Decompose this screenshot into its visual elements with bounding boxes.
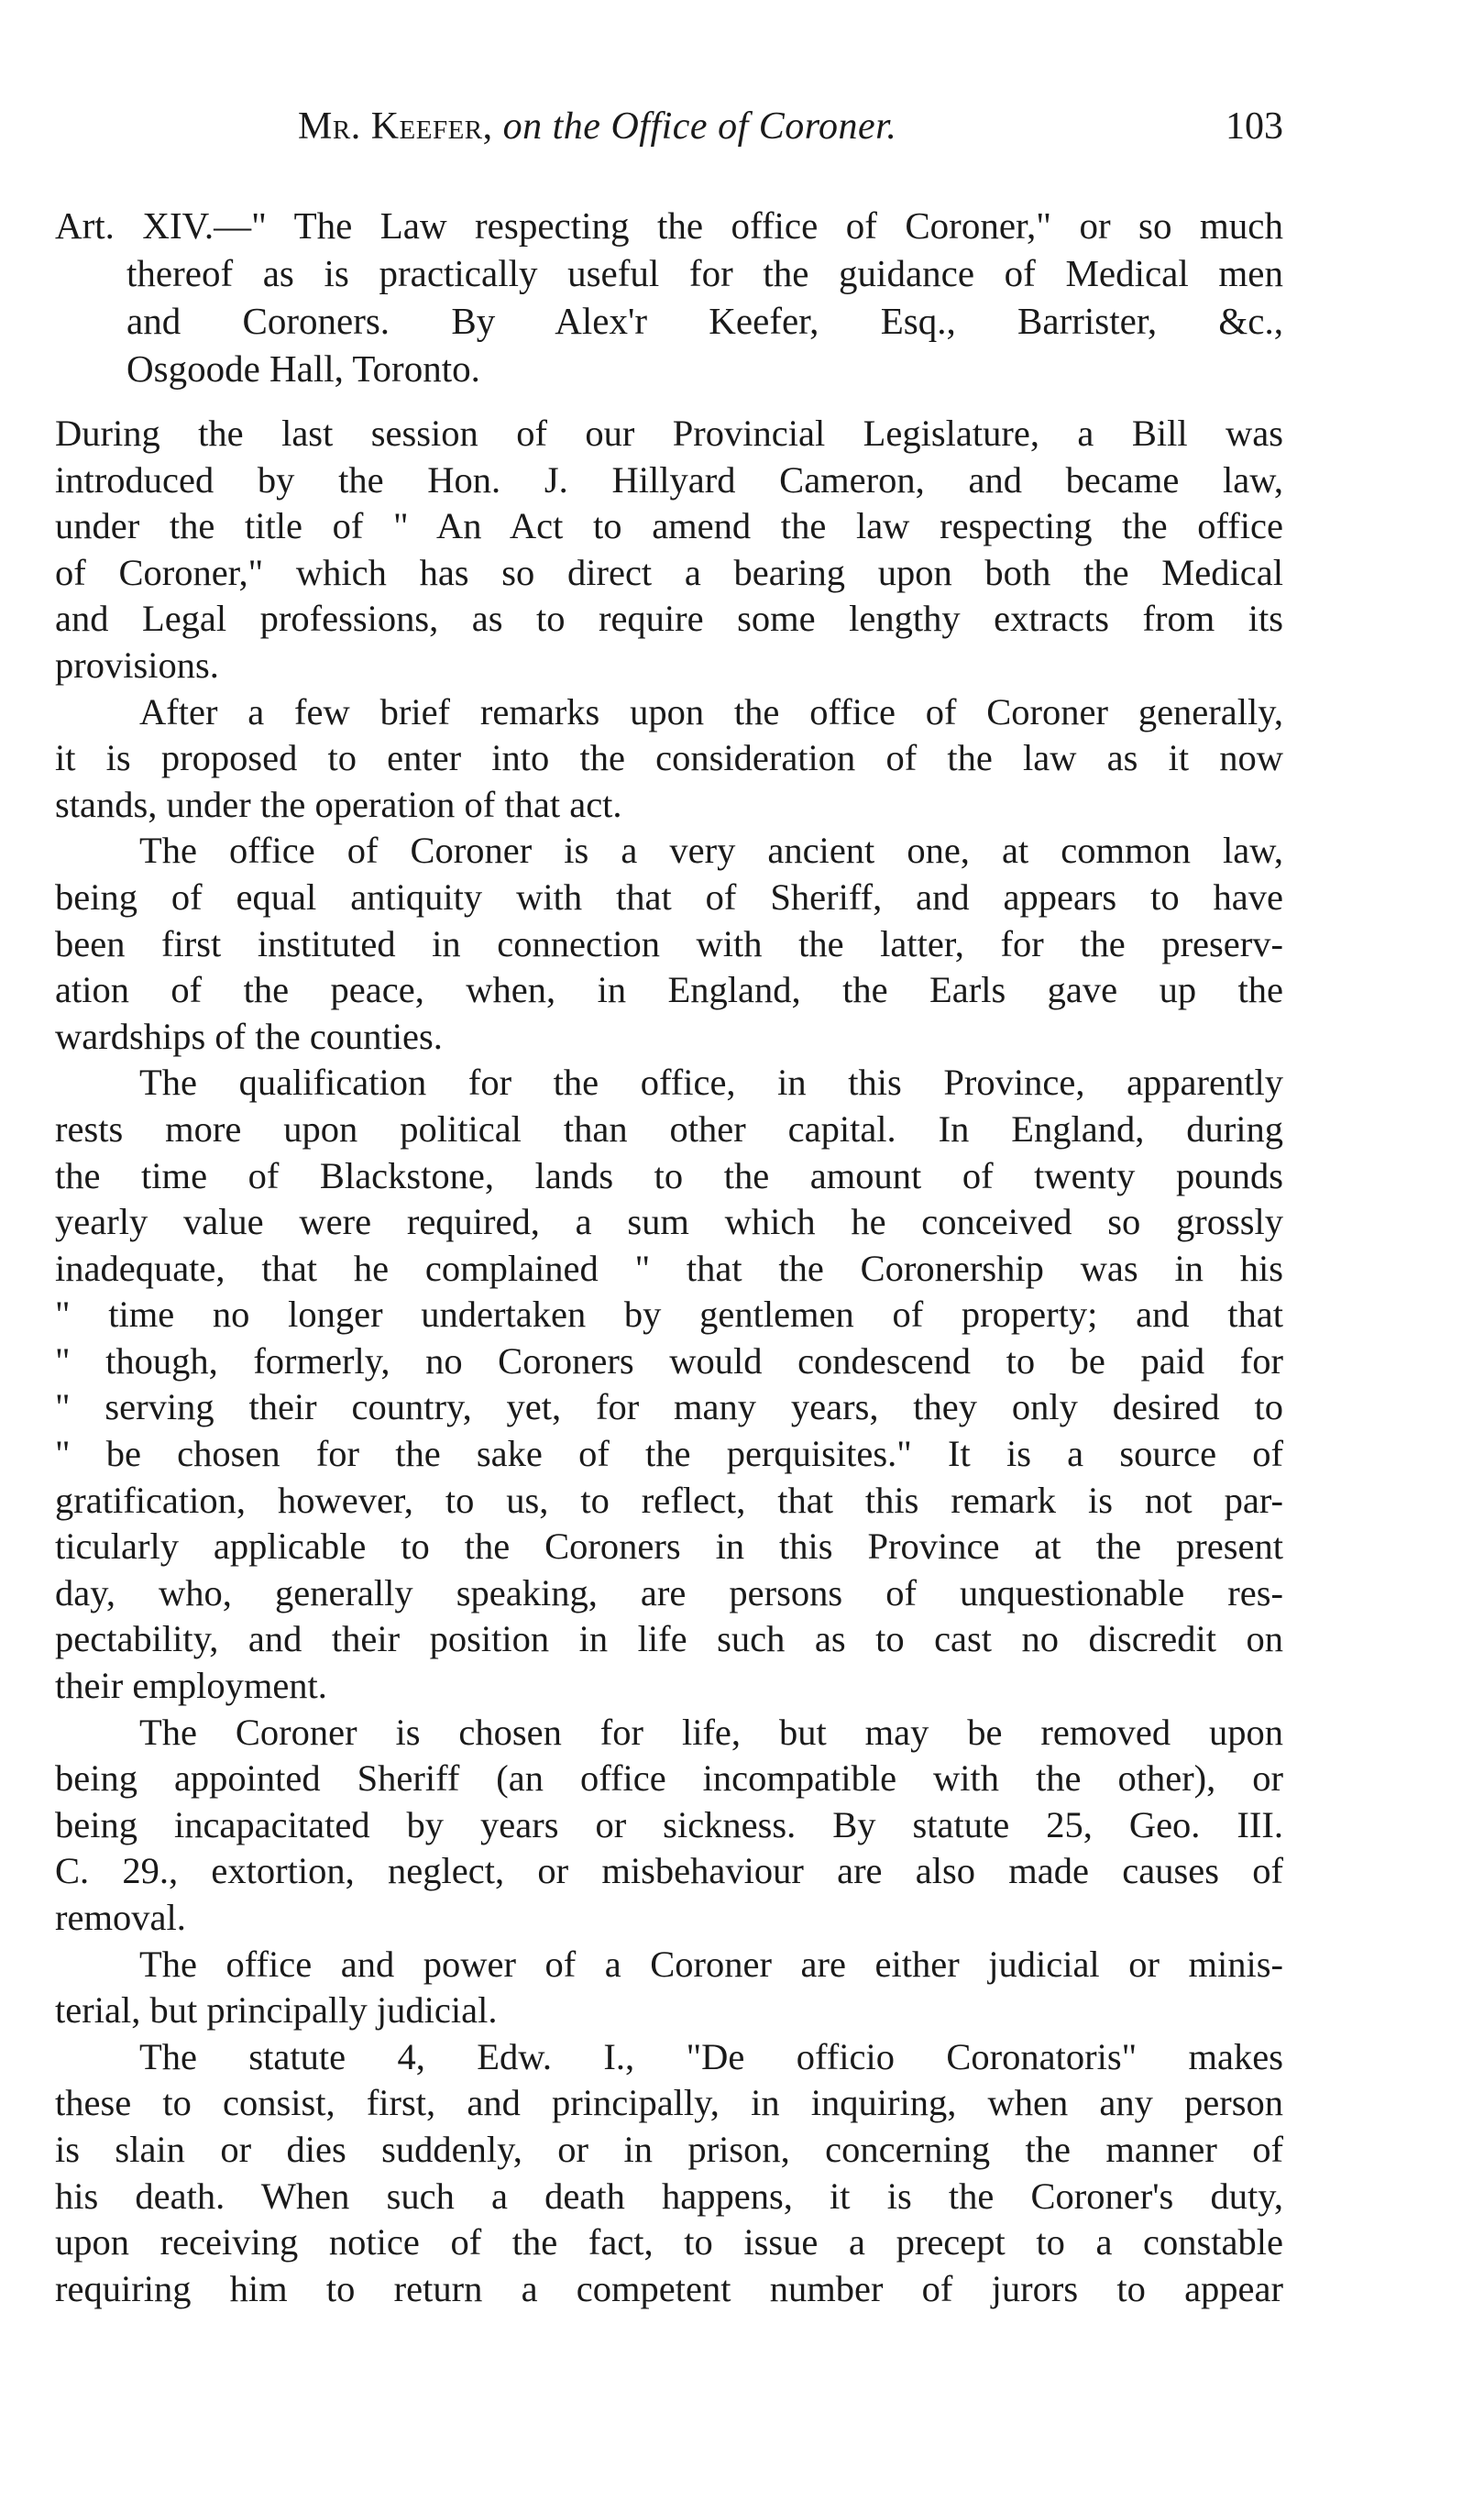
body-line: requiring him to return a competent number of jurors to appear [55, 2267, 1283, 2309]
body-line: C. 29., extortion, neglect, or misbehaviour are also made causes of [55, 1850, 1283, 1892]
body-line: terial, but principally judicial. [55, 1989, 498, 2032]
running-head-author: Mr. Keefer, [298, 105, 493, 148]
body-line: being of equal antiquity with that of Sheriff, and appears to have [55, 876, 1283, 918]
running-head-subject: on the Office of Coroner. [502, 105, 897, 148]
body-line: pectability, and their position in life such as to cast no discredit on [55, 1618, 1283, 1660]
body-line: of Coroner," which has so direct a bearing upon both the Medical [55, 551, 1283, 593]
body-line: The office of Coroner is a very ancient one, at common law, [139, 830, 1283, 872]
body-line: it is proposed to enter into the consideration of the law as it now [55, 737, 1283, 779]
body-line: the time of Blackstone, lands to the amount of twenty pounds [55, 1154, 1283, 1196]
body-line: being appointed Sheriff (an office incompatible with the other), or [55, 1757, 1283, 1800]
body-line: ation of the peace, when, in England, the Earls gave up the [55, 969, 1283, 1011]
body-line: After a few brief remarks upon the office of Coroner generally, [139, 690, 1283, 732]
body-line: introduced by the Hon. J. Hillyard Cameron, and became law, [55, 458, 1283, 501]
body-line: inadequate, that he complained " that the Coronership was in his [55, 1247, 1283, 1289]
body-line: and Legal professions, as to require some lengthy extracts from its [55, 598, 1283, 640]
page-number: 103 [1226, 105, 1283, 148]
body-line: these to consist, first, and principally, in inquiring, when any person [55, 2082, 1283, 2124]
body-line: being incapacitated by years or sickness. By statute 25, Geo. III. [55, 1803, 1283, 1845]
body-line: " be chosen for the sake of the perquisites." It is a source of [55, 1433, 1283, 1475]
body-line: under the title of " An Act to amend the law respecting the office [55, 505, 1283, 547]
article-heading-line: and Coroners. By Alex'r Keefer, Esq., Barrister, &c., [126, 300, 1283, 342]
article-heading-line: Art. XIV.—" The Law respecting the office of Coroner," or so much [55, 204, 1283, 247]
body-line: yearly value were required, a sum which he conceived so grossly [55, 1201, 1283, 1243]
body-line: The qualification for the office, in this Province, apparently [139, 1062, 1283, 1104]
body-line: been first instituted in connection with the latter, for the preserv- [55, 922, 1283, 964]
body-line: " though, formerly, no Coroners would condescend to be paid for [55, 1339, 1283, 1382]
body-line: The office and power of a Coroner are either judicial or minis- [139, 1943, 1283, 1985]
article-heading-line: thereof as is practically useful for the guidance of Medical men [126, 252, 1283, 294]
body-line: is slain or dies suddenly, or in prison, concerning the manner of [55, 2128, 1283, 2170]
body-line: The statute 4, Edw. I., "De officio Coronatoris" makes [139, 2035, 1283, 2077]
body-line: wardships of the counties. [55, 1015, 443, 1057]
body-line: his death. When such a death happens, it is the Coroner's duty, [55, 2175, 1283, 2217]
article-body [55, 411, 1283, 2312]
body-line: stands, under the operation of that act. [55, 783, 622, 825]
body-line: " serving their country, yet, for many years, they only desired to [55, 1386, 1283, 1428]
body-line: their employment. [55, 1665, 327, 1707]
body-line: removal. [55, 1897, 186, 1938]
body-line: upon receiving notice of the fact, to issue a precept to a constable [55, 2221, 1283, 2263]
body-line: " time no longer undertaken by gentlemen of property; and that [55, 1294, 1283, 1336]
body-line: The Coroner is chosen for life, but may be removed upon [139, 1711, 1283, 1753]
body-line: provisions. [55, 644, 219, 686]
article-heading [55, 202, 1283, 392]
body-line: rests more upon political than other capital. In England, during [55, 1107, 1283, 1150]
article-heading-line: Osgoode Hall, Toronto. [126, 347, 480, 390]
body-line: gratification, however, to us, to reflect, that this remark is not par- [55, 1479, 1283, 1521]
running-head-title [298, 101, 896, 152]
body-line: ticularly applicable to the Coroners in this Province at the present [55, 1525, 1283, 1568]
body-line: day, who, generally speaking, are persons of unquestionable res- [55, 1571, 1283, 1613]
body-line: During the last session of our Provincial Legislature, a Bill was [55, 413, 1283, 454]
